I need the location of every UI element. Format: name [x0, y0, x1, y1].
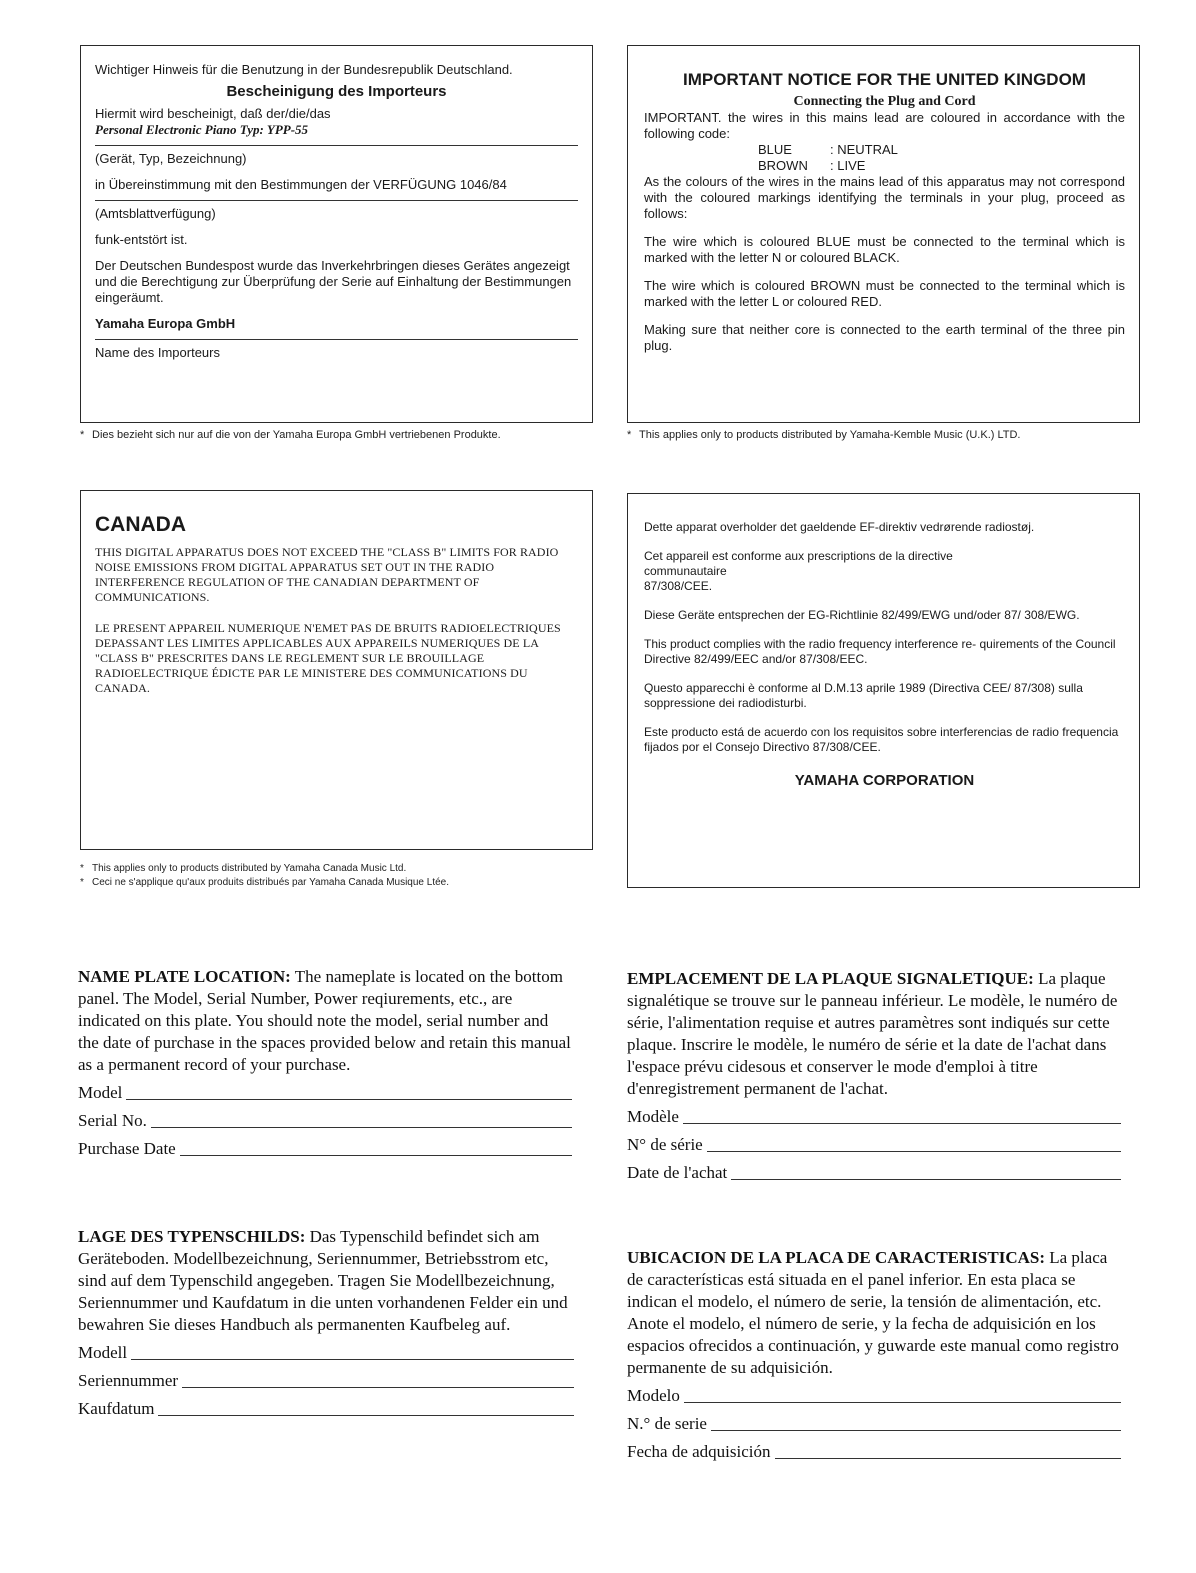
nameplate-paragraph: NAME PLATE LOCATION: The nameplate is located on the bottom panel. The Model, Serial Number, Power reqiurements, etc., are indicated on this plate. You should note the model, serial number and the date of purchase in the spaces provided below and retain this manual as a permanent record of your purchase. [78, 967, 571, 1074]
canada-english-text: THIS DIGITAL APPARATUS DOES NOT EXCEED THE "CLASS B" LIMITS FOR RADIO NOISE EMISSIONS FROM DIGITAL APPARATUS SET OUT IN THE RADIO INTERFERENCE REGULATION OF THE CANADIAN DEPARTMENT OF COMMUNICATIONS. [95, 545, 559, 604]
german-line2: in Übereinstimmung mit den Bestimmungen der VERFÜGUNG 1046/84 [95, 177, 507, 192]
wire-code-row [758, 142, 1125, 158]
wire-color: BLUE [758, 142, 792, 157]
nameplate-section-french [627, 968, 1121, 1184]
canada-footnote-2: * Ceci ne s'applique qu'aux produits distribués par Yamaha Canada Musique Ltée. [80, 877, 450, 888]
german-footnote: * Dies bezieht sich nur auf die von der Yamaha Europa GmbH vertriebenen Produkte. [80, 429, 501, 441]
uk-subheading: Connecting the Plug and Cord [793, 94, 976, 109]
german-importer-notice [80, 45, 593, 423]
uk-paragraph-2: The wire which is coloured BLUE must be connected to the terminal which is marked with the letter N or coloured BLACK. [644, 234, 1125, 265]
uk-paragraph-4: Making sure that neither core is connected to the earth terminal of the three pin plug. [644, 322, 1125, 353]
footnote-marker: * [627, 429, 632, 441]
canada-french-text: LE PRESENT APPAREIL NUMERIQUE N'EMET PAS DE BRUITS RADIOELECTRIQUES DEPASSANT LES LIMITES APPLICABLES AUX APPAREILS NUMERIQUES DE LA "CLASS B" PRESCRITES DANS LE REGLEMENT SUR LE BROUILLAGE RADIOELECTRIQUE ÉDICTE PAR LE MINISTERE DES COMMUNICATIONS DU CANADA. [95, 621, 561, 695]
german-heading: Bescheinigung des Importeurs [226, 83, 447, 100]
uk-plug-notice [627, 45, 1140, 423]
uk-paragraph-3: The wire which is coloured BROWN must be connected to the terminal which is marked with the letter L or coloured RED. [644, 278, 1125, 309]
nameplate-lead: NAME PLATE LOCATION: [78, 967, 291, 986]
nameplate-paragraph: UBICACION DE LA PLACA DE CARACTERISTICAS: La placa de características está situada en el panel inferior. En esta placa se indican el modelo, el número de serie, la tensión de alimentación, etc. Anote el modelo, el número de serie, y la fecha de adquisición en los espacios ofrecidos a continuación, y guwarde este manual como registro permanente de su adquisición. [627, 1248, 1119, 1377]
purchase-date-field[interactable]: Date de l'achat [627, 1156, 1121, 1184]
uk-paragraph-1: As the colours of the wires in the mains lead of this apparatus may not correspond with the coloured markings identifying the terminals in your plug, proceed as follows: [644, 174, 1125, 221]
wire-code-row [758, 158, 1125, 174]
footnote-marker: * [80, 429, 85, 441]
eu-french: Cet appareil est conforme aux prescriptions de la directive communautaire 87/308/CEE. [644, 549, 953, 593]
german-caption2: (Amtsblattverfügung) [95, 206, 216, 221]
german-line3: funk-entstört ist. [95, 232, 188, 247]
model-field[interactable]: Model [78, 1076, 572, 1104]
nameplate-lead: UBICACION DE LA PLACA DE CARACTERISTICAS: [627, 1248, 1045, 1267]
uk-footnote: * This applies only to products distributed by Yamaha-Kemble Music (U.K.) LTD. [627, 429, 1021, 441]
german-caption3: Name des Importeurs [95, 345, 220, 360]
nameplate-section-german [78, 1226, 574, 1420]
german-caption1: (Gerät, Typ, Bezeichnung) [95, 151, 247, 166]
german-line1: Hiermit wird bescheinigt, daß der/die/das [95, 106, 331, 121]
uk-heading: IMPORTANT NOTICE FOR THE UNITED KINGDOM [683, 70, 1086, 89]
canada-footnote-1: * This applies only to products distributed by Yamaha Canada Music Ltd. [80, 863, 407, 874]
german-paragraph: Der Deutschen Bundespost wurde das Inverkehrbringen dieses Gerätes angezeigt und die Berechtigung zur Überprüfung der Serie auf Einhaltung der Bestimmungen eingeräumt. [95, 258, 572, 305]
serial-number-field[interactable]: Seriennummer [78, 1364, 574, 1392]
wire-meaning: : NEUTRAL [830, 142, 898, 157]
canada-heading: CANADA [95, 513, 186, 536]
model-field[interactable]: Modelo [627, 1379, 1121, 1407]
purchase-date-field[interactable]: Purchase Date [78, 1132, 572, 1160]
nameplate-section-spanish [627, 1247, 1121, 1463]
canada-notice [80, 490, 593, 850]
nameplate-lead: LAGE DES TYPENSCHILDS: [78, 1227, 306, 1246]
divider [95, 145, 578, 146]
eu-italian: Questo apparecchi è conforme al D.M.13 aprile 1989 (Directiva CEE/ 87/308) sulla soppressione dei radiodisturbi. [644, 681, 1083, 710]
uk-intro: IMPORTANT. the wires in this mains lead are coloured in accordance with the following code: [644, 110, 1125, 141]
wire-color: BROWN [758, 158, 808, 173]
eu-german: Diese Geräte entsprechen der EG-Richtlinie 82/499/EWG und/oder 87/ 308/EWG. [644, 608, 1080, 622]
nameplate-section-english [78, 966, 572, 1160]
nameplate-paragraph: LAGE DES TYPENSCHILDS: Das Typenschild befindet sich am Geräteboden. Modellbezeichnung, Seriennummer, Betriebsstrom etc, sind auf dem Typenschild angegeben. Tragen Sie Modellbezeichnung, Seriennummer und Kaufdatum in die unten vorhandenen Felder ein und bewahren Sie dieses Handbuch als permanenten Kaufbeleg auf. [78, 1227, 568, 1334]
yamaha-corporation-label: YAMAHA CORPORATION [794, 772, 975, 789]
footnote-marker: * [80, 877, 84, 888]
eu-spanish: Este producto está de acuerdo con los requisitos sobre interferencias de radio frequencia fijados por el Consejo Directivo 87/308/CEE. [644, 725, 1119, 754]
footnote-marker: * [80, 863, 84, 874]
german-product: Personal Electronic Piano Typ: YPP-55 [95, 122, 309, 137]
eu-directive-notice [627, 493, 1140, 888]
divider [95, 200, 578, 201]
eu-english: This product complies with the radio frequency interference re- quirements of the Council Directive 82/499/EEC and/or 87/308/EEC. [644, 637, 1116, 666]
purchase-date-field[interactable]: Kaufdatum [78, 1392, 574, 1420]
model-field[interactable]: Modell [78, 1336, 574, 1364]
serial-number-field[interactable]: N° de série [627, 1128, 1121, 1156]
eu-danish: Dette apparat overholder det gaeldende EF-direktiv vedrørende radiostøj. [644, 520, 1035, 534]
wire-meaning: : LIVE [830, 158, 866, 173]
nameplate-paragraph: EMPLACEMENT DE LA PLAQUE SIGNALETIQUE: La plaque signalétique se trouve sur le panneau inférieur. Le modèle, le numéro de série, l'alimentation requise et autres paramètres sont indiqués sur cette plaque. Inscrire le modèle, le numéro de série et la date de l'achat dans l'espace prévu cidesous et conserver le mode d'emploi à titre d'enregistrement permanent de l'achat. [627, 969, 1118, 1098]
model-field[interactable]: Modèle [627, 1100, 1121, 1128]
nameplate-lead: EMPLACEMENT DE LA PLAQUE SIGNALETIQUE: [627, 969, 1034, 988]
divider [95, 339, 578, 340]
german-intro: Wichtiger Hinweis für die Benutzung in der Bundesrepublik Deutschland. [95, 62, 513, 77]
serial-number-field[interactable]: Serial No. [78, 1104, 572, 1132]
serial-number-field[interactable]: N.° de serie [627, 1407, 1121, 1435]
purchase-date-field[interactable]: Fecha de adquisición [627, 1435, 1121, 1463]
german-importer-name: Yamaha Europa GmbH [95, 316, 236, 331]
